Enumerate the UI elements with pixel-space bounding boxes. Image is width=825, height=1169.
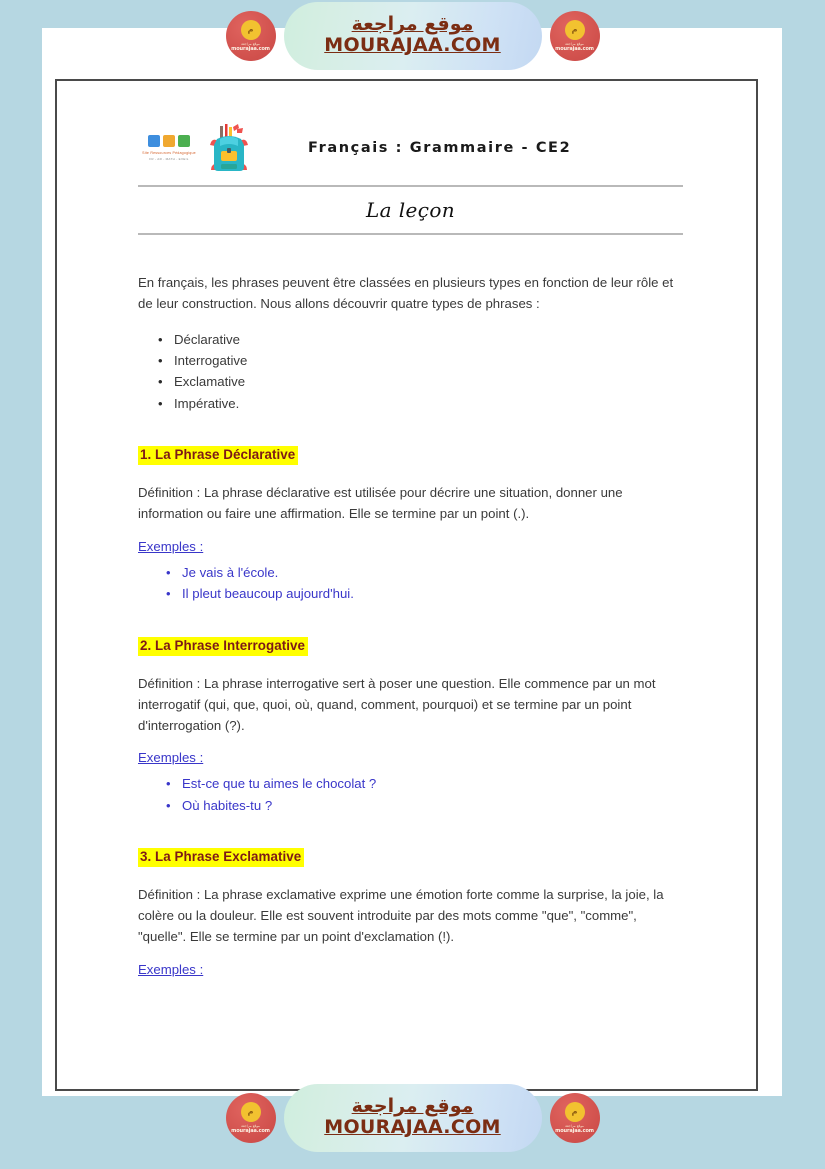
logo-squares-icon <box>148 135 190 147</box>
watermark-url-text: MOURAJAA.COM <box>324 34 501 57</box>
brand-badge-arabic: موقع مراجعة <box>241 1124 260 1128</box>
brand-logo-icon: م <box>565 20 585 40</box>
sentence-types-list <box>138 329 683 415</box>
brand-badge-left <box>226 1093 276 1143</box>
list-item: • Est-ce que tu aimes le chocolat ? <box>182 773 683 794</box>
brand-badge-right <box>550 11 600 61</box>
watermark-arabic-text: موقع مراجعة <box>351 1095 474 1118</box>
list-item: • Je vais à l'école. <box>182 562 683 583</box>
list-item: • Il pleut beaucoup aujourd'hui. <box>182 583 683 604</box>
document-header <box>138 119 683 177</box>
intro-paragraph: En français, les phrases peuvent être classées en plusieurs types en fonction de leur rôle et de leur construction. Nous allons découvrir quatre types de phrases : <box>138 275 674 311</box>
section-heading-interrogative: 2. La Phrase Interrogative <box>138 637 308 656</box>
examples-label-exclamative[interactable]: Exemples : <box>138 961 204 977</box>
section-definition-declarative: Définition : La phrase déclarative est utilisée pour décrire une situation, donner une information ou faire une affirmation. Elle se termine par un point (.). <box>138 485 623 522</box>
brand-badge-arabic: موقع مراجعة <box>565 1124 584 1128</box>
brand-badge-arabic: موقع مراجعة <box>565 42 584 46</box>
brand-logo-icon: م <box>565 1102 585 1122</box>
brand-badge-url: mourajaa.com <box>555 1128 594 1134</box>
brand-logo-icon: م <box>241 20 261 40</box>
watermark-arabic-text: موقع مراجعة <box>351 13 474 36</box>
list-item: • Interrogative <box>174 350 683 371</box>
watermark-banner-bottom <box>0 1082 825 1154</box>
pedagogy-logo <box>138 135 200 161</box>
list-item: • Impérative. <box>174 393 683 414</box>
list-item: • Exclamative <box>174 371 683 392</box>
lesson-title-band <box>138 185 683 235</box>
section-definition-interrogative: Définition : La phrase interrogative sert à poser une question. Elle commence par un mot interrogatif (qui, que, quoi, où, quand, comment, pourquoi) et se termine par un point d'interrogation (?). <box>138 675 656 733</box>
logo-tagline-1: Site Ressources Pédagogique <box>142 151 196 155</box>
brand-badge-arabic: موقع مراجعة <box>241 42 260 46</box>
brand-badge-url: mourajaa.com <box>231 1128 270 1134</box>
examples-label-declarative[interactable]: Exemples : <box>138 539 204 555</box>
section-heading-wrapper <box>138 832 683 867</box>
list-item: • Déclarative <box>174 329 683 350</box>
section-heading-declarative: 1. La Phrase Déclarative <box>138 446 298 465</box>
brand-badge-url: mourajaa.com <box>231 46 270 52</box>
brand-badge-url: mourajaa.com <box>555 46 594 52</box>
brand-badge-right <box>550 1093 600 1143</box>
examples-label-interrogative[interactable]: Exemples : <box>138 750 204 766</box>
page-title: Français : Grammaire - CE2 <box>308 140 572 156</box>
section-definition-exclamative: Définition : La phrase exclamative exprime une émotion forte comme la surprise, la joie, la colère ou la douleur. Elle est souvent introduite par des mots comme "que", "comme", "quelle". Elle se termine par un point d'exclamation (!). <box>138 887 664 944</box>
lesson-title: La leçon <box>365 198 456 222</box>
examples-list-interrogative <box>138 773 683 816</box>
watermark-banner-top <box>0 0 825 72</box>
document-page <box>55 79 758 1091</box>
watermark-pill <box>231 2 594 70</box>
list-item: • Où habites-tu ? <box>182 795 683 816</box>
brand-badge-left <box>226 11 276 61</box>
examples-list-declarative <box>138 562 683 605</box>
document-content <box>138 119 683 983</box>
section-heading-wrapper <box>138 621 683 656</box>
watermark-url-text: MOURAJAA.COM <box>324 1116 501 1139</box>
section-heading-exclamative: 3. La Phrase Exclamative <box>138 848 304 867</box>
backpack-icon <box>206 123 252 173</box>
section-heading-wrapper <box>138 430 683 465</box>
watermark-pill <box>231 1084 594 1152</box>
brand-logo-icon: م <box>241 1102 261 1122</box>
logo-tagline-2: FR - AR - MATH - EVEIL <box>149 157 189 161</box>
